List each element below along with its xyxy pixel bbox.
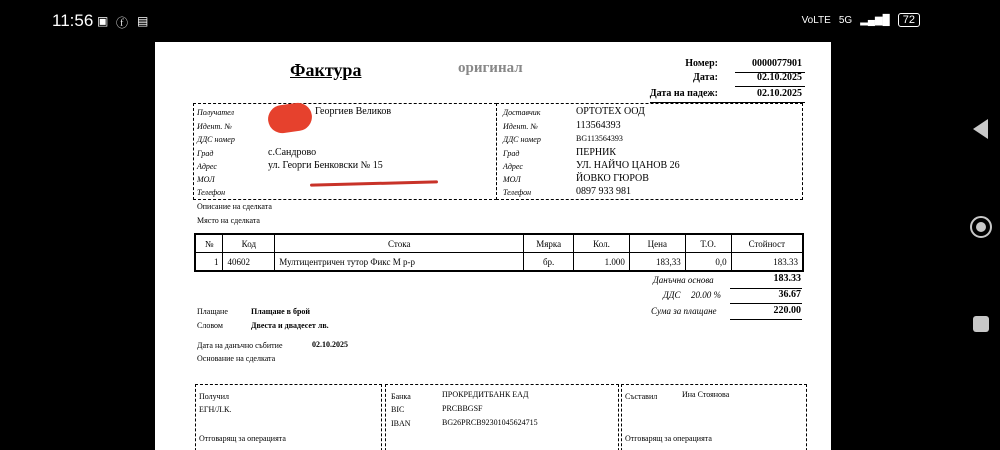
supplier-label: Доставчик xyxy=(503,108,541,117)
cell-discount: 0,0 xyxy=(685,253,731,272)
due-date: 02.10.2025 xyxy=(757,88,802,99)
payment-method: Плащане в брой xyxy=(251,307,311,316)
recipient-mol-label: МОЛ xyxy=(197,175,215,184)
back-icon[interactable] xyxy=(973,119,988,139)
recipient-name: Георгиев Великов xyxy=(315,106,392,117)
cell-item: Мултицентричен тутор Фикс М р-р xyxy=(275,253,524,272)
col-header: Мярка xyxy=(524,234,574,253)
tax-base-label: Данъчна основа xyxy=(653,275,714,285)
invoice-number: 0000077901 xyxy=(752,58,802,69)
col-header: Стока xyxy=(275,234,524,253)
tax-base: 183.33 xyxy=(773,273,801,284)
status-right xyxy=(802,13,920,27)
battery-icon: 72 xyxy=(898,13,920,27)
supplier-city: ПЕРНИК xyxy=(576,147,617,158)
vat-amount: 36.67 xyxy=(778,289,801,300)
total-label: Сума за плащане xyxy=(651,306,717,316)
recipient-phone-label: Телефон xyxy=(197,188,226,197)
recipient-city: с.Сандрово xyxy=(268,147,317,158)
table-row xyxy=(195,253,803,272)
supplier-vat: BG113564393 xyxy=(576,134,623,143)
egn-label: ЕГН/Л.К. xyxy=(199,405,232,414)
composed-label: Съставил xyxy=(625,392,658,401)
recipient-label: Получател xyxy=(197,108,234,117)
facebook-icon: ⓕ xyxy=(116,16,129,30)
bank-name: ПРОКРЕДИТБАНК ЕАД xyxy=(442,390,529,399)
tax-event-label: Дата на данъчно събитие xyxy=(197,341,283,350)
cell-quantity: 1.000 xyxy=(574,253,630,272)
payment-method-label: Плащане xyxy=(197,307,228,316)
bic-value: PRCBBGSF xyxy=(442,404,483,413)
vat-label: ДДС xyxy=(663,290,681,300)
recipient-address-label: Адрес xyxy=(197,162,217,171)
recipient-address: ул. Георги Бенковски № 15 xyxy=(268,160,383,171)
iban-value: BG26PRCB92301045624715 xyxy=(442,418,538,427)
network-type: 5G xyxy=(838,14,853,26)
supplier-id: 113564393 xyxy=(576,120,621,131)
deal-place-label: Място на сделката xyxy=(197,216,260,225)
invoice-title: Фактура xyxy=(290,60,362,80)
cell-price: 183,33 xyxy=(629,253,685,272)
status-bar xyxy=(0,0,1000,42)
recipient-id-label: Идент. № xyxy=(197,122,232,131)
vat-rate: 20.00 % xyxy=(691,290,721,300)
number-label: Номер: xyxy=(685,58,718,69)
deal-description-label: Описание на сделката xyxy=(197,202,272,211)
tax-event-date: 02.10.2025 xyxy=(312,340,348,349)
copy-label: оригинал xyxy=(458,60,523,76)
cell-index: 1 xyxy=(195,253,223,272)
date-label: Дата: xyxy=(693,72,718,83)
invoice-date: 02.10.2025 xyxy=(757,72,802,83)
recipient-city-label: Град xyxy=(197,149,214,158)
clock: 11:56 xyxy=(52,11,94,30)
col-header: № xyxy=(195,234,223,253)
received-label: Получил xyxy=(199,392,229,401)
col-header: Стойност xyxy=(731,234,803,253)
cell-code: 40602 xyxy=(223,253,275,272)
gallery-icon: ▣ xyxy=(97,14,109,28)
supplier-vat-label: ДДС номер xyxy=(503,135,541,144)
items-table xyxy=(194,233,804,272)
supplier-phone: 0897 933 981 xyxy=(576,186,631,197)
col-header: Кол. xyxy=(574,234,630,253)
deal-basis-label: Основание на сделката xyxy=(197,354,276,363)
supplier-mol-label: МОЛ xyxy=(503,175,521,184)
responsible-label-left: Отговарящ за операцията xyxy=(199,434,286,443)
invoice-document xyxy=(155,42,831,450)
home-icon[interactable] xyxy=(970,216,992,238)
storage-icon: ▤ xyxy=(137,14,149,28)
col-header: Код xyxy=(223,234,275,253)
signal-icon: ▂▄▆█ xyxy=(860,14,890,26)
responsible-label-right: Отговарящ за операцията xyxy=(625,434,712,443)
supplier-name: ОРТОТЕХ ООД xyxy=(576,106,645,117)
volte-icon: VoLTE xyxy=(801,14,831,26)
navigation-bar xyxy=(955,42,1000,450)
iban-label: IBAN xyxy=(391,419,411,428)
col-header: Т.О. xyxy=(685,234,731,253)
cell-unit: бр. xyxy=(524,253,574,272)
supplier-phone-label: Телефон xyxy=(503,188,532,197)
recent-apps-icon[interactable] xyxy=(973,316,989,332)
col-header: Цена xyxy=(629,234,685,253)
recipient-vat-label: ДДС номер xyxy=(197,135,235,144)
supplier-box xyxy=(496,103,803,200)
amount-in-words: Двеста и двадесет лв. xyxy=(251,321,329,330)
supplier-mol: ЙОВКО ГЮРОВ xyxy=(576,173,649,184)
total-amount: 220.00 xyxy=(773,305,801,316)
words-label: Словом xyxy=(197,321,223,330)
composed-by: Ина Стоянова xyxy=(682,390,730,399)
supplier-address-label: Адрес xyxy=(503,162,523,171)
supplier-id-label: Идент. № xyxy=(503,122,538,131)
due-label: Дата на падеж: xyxy=(649,88,718,99)
table-header-row xyxy=(195,234,803,253)
bic-label: BIC xyxy=(391,405,405,414)
supplier-address: УЛ. НАЙЧО ЦАНОВ 26 xyxy=(576,160,680,171)
cell-total: 183.33 xyxy=(731,253,803,272)
supplier-city-label: Град xyxy=(503,149,520,158)
bank-label: Банка xyxy=(391,392,411,401)
